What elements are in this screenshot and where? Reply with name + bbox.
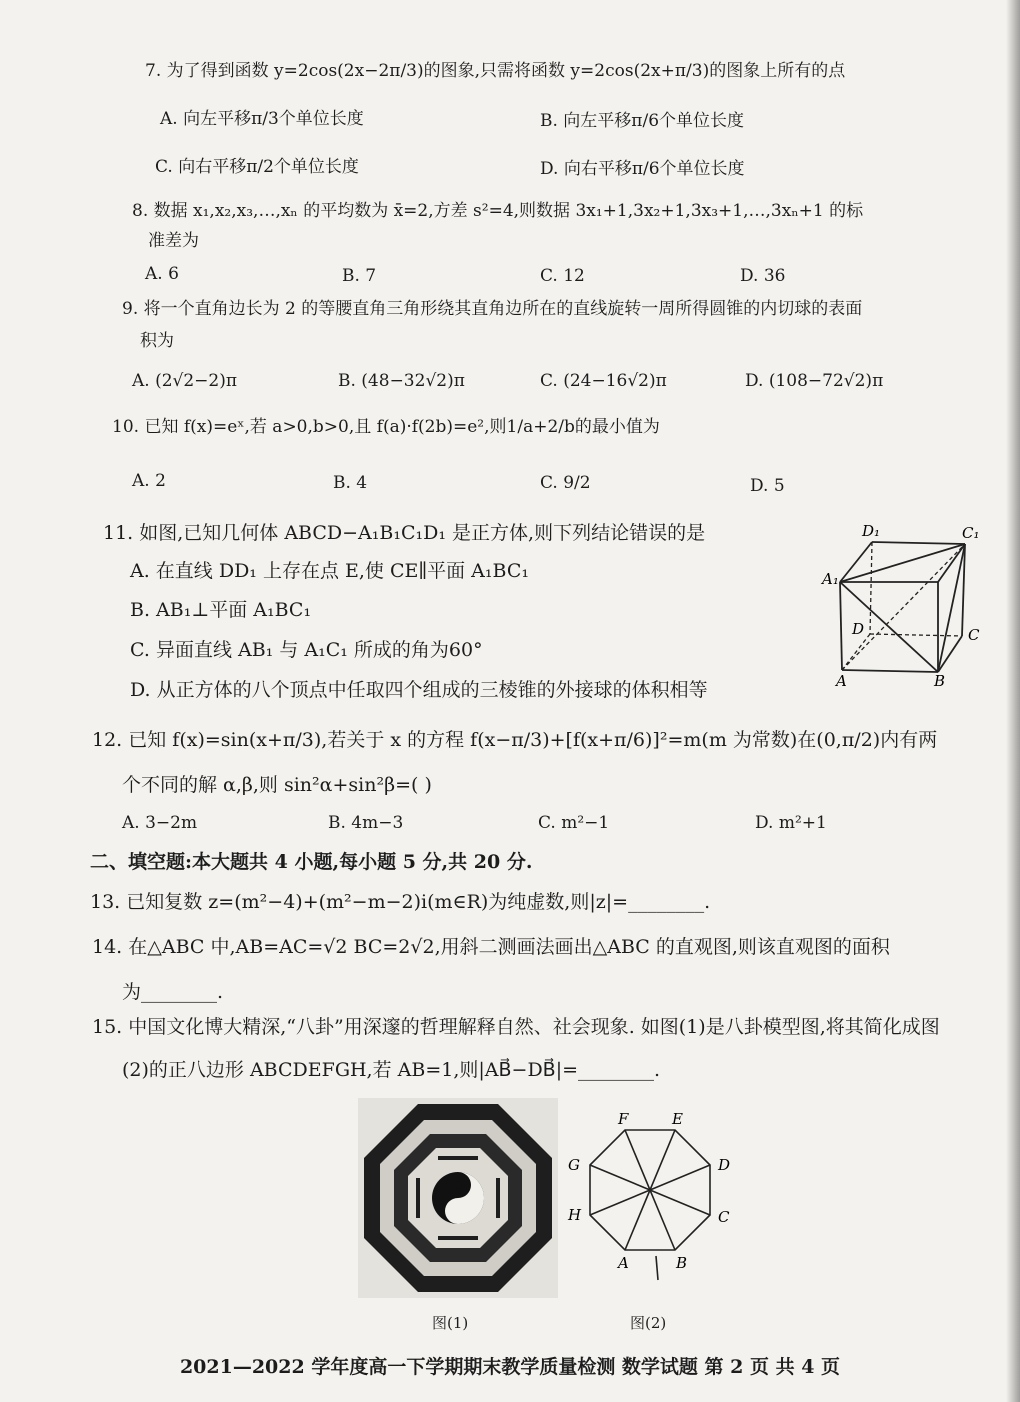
page-footer: 2021—2022 学年度高一下学期期末教学质量检测 数学试题 第 2 页 共 4 页 bbox=[179, 1356, 841, 1378]
q8-option-d: D. 36 bbox=[740, 266, 786, 286]
q12-stem-line1: 12. 已知 f(x)=sin(x+π/3),若关于 x 的方程 f(x−π/3)+[f(x+π/6)]²=m(m 为常数)在(0,π/2)内有两 bbox=[92, 729, 938, 751]
cube-label-d1: D₁ bbox=[862, 522, 881, 540]
q12-stem-line2: 个不同的解 α,β,则 sin²α+sin²β=( ) bbox=[122, 774, 432, 796]
octagon-label-g: G bbox=[568, 1156, 580, 1174]
octagon-label-c: C bbox=[718, 1208, 730, 1226]
q8-option-a: A. 6 bbox=[145, 264, 179, 284]
q9-option-b: B. (48−32√2)π bbox=[338, 371, 465, 391]
cube-label-d: D bbox=[852, 620, 865, 638]
q9-option-a: A. (2√2−2)π bbox=[132, 371, 238, 391]
q10-option-a: A. 2 bbox=[132, 471, 166, 491]
cube-label-a1: A₁ bbox=[822, 570, 839, 588]
q7-stem: 7. 为了得到函数 y=2cos(2x−2π/3)的图象,只需将函数 y=2cos(2x+π/3)的图象上所有的点 bbox=[145, 61, 846, 81]
page-edge-shadow bbox=[1006, 0, 1020, 1402]
q11-option-b: B. AB₁⊥平面 A₁BC₁ bbox=[130, 599, 312, 621]
q8-option-b: B. 7 bbox=[342, 266, 377, 286]
q9-option-d: D. (108−72√2)π bbox=[745, 371, 884, 391]
q11-option-a: A. 在直线 DD₁ 上存在点 E,使 CE∥平面 A₁BC₁ bbox=[130, 560, 529, 582]
q7-option-c: C. 向右平移π/2个单位长度 bbox=[155, 157, 359, 177]
q7-option-a: A. 向左平移π/3个单位长度 bbox=[160, 109, 364, 129]
q14-line1: 14. 在△ABC 中,AB=AC=√2 BC=2√2,用斜二测画法画出△ABC 的直观图,则该直观图的面积 bbox=[92, 936, 890, 958]
bagua-figure bbox=[358, 1098, 558, 1298]
q9-option-c: C. (24−16√2)π bbox=[540, 371, 667, 391]
q9-stem-line2: 积为 bbox=[140, 331, 174, 351]
q8-stem-line1: 8. 数据 x₁,x₂,x₃,…,xₙ 的平均数为 x̄=2,方差 s²=4,则数据 3x₁+1,3x₂+1,3x₃+1,…,3xₙ+1 的标 bbox=[132, 201, 864, 221]
q12-option-d: D. m²+1 bbox=[755, 813, 827, 833]
q11-stem: 11. 如图,已知几何体 ABCD−A₁B₁C₁D₁ 是正方体,则下列结论错误的是 bbox=[103, 522, 706, 544]
section-title-fill-in: 二、填空题:本大题共 4 小题,每小题 5 分,共 20 分. bbox=[90, 851, 533, 873]
q9-stem-line1: 9. 将一个直角边长为 2 的等腰直角三角形绕其直角边所在的直线旋转一周所得圆锥的内切球的表面 bbox=[122, 299, 863, 319]
q7-option-b: B. 向左平移π/6个单位长度 bbox=[540, 111, 745, 131]
q8-option-c: C. 12 bbox=[540, 266, 585, 286]
q15-line2: (2)的正八边形 ABCDEFGH,若 AB=1,则|AB⃗−DB⃗|=________. bbox=[122, 1059, 661, 1081]
octagon-label-e: E bbox=[672, 1110, 683, 1128]
q10-stem: 10. 已知 f(x)=eˣ,若 a>0,b>0,且 f(a)·f(2b)=e²,则1/a+2/b的最小值为 bbox=[112, 417, 660, 437]
q15-line1: 15. 中国文化博大精深,“八卦”用深邃的哲理解释自然、社会现象. 如图(1)是八卦模型图,将其简化成图 bbox=[92, 1016, 940, 1038]
q10-option-d: D. 5 bbox=[750, 476, 785, 496]
q10-option-b: B. 4 bbox=[333, 473, 368, 493]
q12-option-b: B. 4m−3 bbox=[328, 813, 404, 833]
cube-label-b: B bbox=[934, 672, 946, 690]
q11-option-c: C. 异面直线 AB₁ 与 A₁C₁ 所成的角为60° bbox=[130, 639, 483, 661]
q10-option-c: C. 9/2 bbox=[540, 473, 591, 493]
q12-option-a: A. 3−2m bbox=[122, 813, 198, 833]
q11-option-d: D. 从正方体的八个顶点中任取四个组成的三棱锥的外接球的体积相等 bbox=[130, 679, 708, 701]
octagon-label-d: D bbox=[718, 1156, 731, 1174]
q12-option-c: C. m²−1 bbox=[538, 813, 610, 833]
octagon-label-f: F bbox=[618, 1110, 629, 1128]
cube-label-c1: C₁ bbox=[962, 524, 980, 542]
q7-option-d: D. 向右平移π/6个单位长度 bbox=[540, 159, 745, 179]
octagon-label-h: H bbox=[568, 1206, 582, 1224]
cube-figure bbox=[820, 520, 990, 690]
octagon-label-a: A bbox=[618, 1254, 629, 1272]
octagon-figure bbox=[560, 1110, 740, 1300]
figure-1-caption: 图(1) bbox=[432, 1314, 469, 1332]
q13-stem: 13. 已知复数 z=(m²−4)+(m²−m−2)i(m∈R)为纯虚数,则|z|=________. bbox=[90, 891, 711, 913]
figure-2-caption: 图(2) bbox=[630, 1314, 667, 1332]
cube-label-a: A bbox=[836, 672, 847, 690]
q14-line2: 为________. bbox=[122, 981, 224, 1003]
cube-label-c: C bbox=[968, 626, 980, 644]
q8-stem-line2: 准差为 bbox=[148, 231, 199, 251]
octagon-label-b: B bbox=[676, 1254, 688, 1272]
